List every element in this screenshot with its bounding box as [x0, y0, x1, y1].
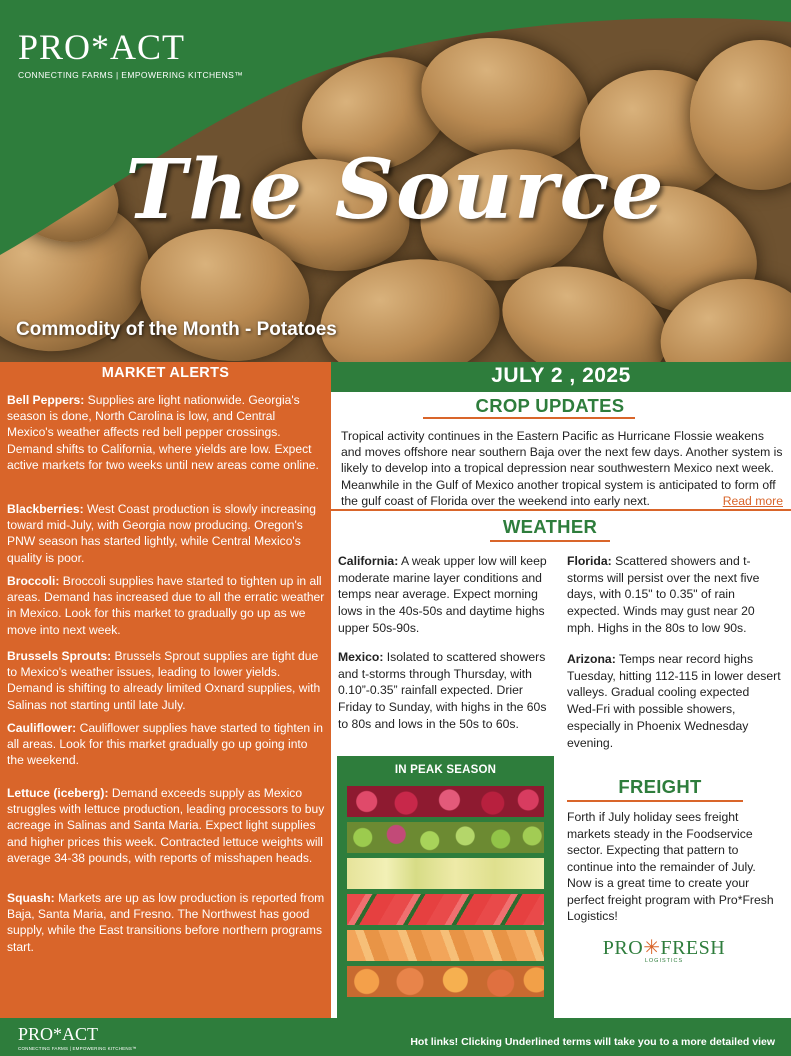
- weather-heading: WEATHER: [502, 516, 598, 537]
- alert-item: [7, 648, 325, 713]
- profresh-logo: [599, 935, 729, 964]
- newsletter-title: The Source: [125, 142, 666, 238]
- profresh-wordmark: [599, 935, 729, 960]
- cantaloupe-image: [347, 930, 544, 961]
- region-text: Temps near record highs Tuesday, hitting 112-115 in lower desert valleys. Gradual cooling expected Wed-Fri with possible showers, especially in Phoenix Wednesday evening.: [567, 652, 781, 750]
- alert-item: [7, 392, 325, 473]
- peak-season-heading: IN PEAK SEASON: [394, 764, 497, 776]
- hot-links-note: Hot links! Clicking Underlined terms will take you to a more detailed view: [410, 1036, 775, 1048]
- alert-item: [7, 573, 325, 638]
- brand-tagline: CONNECTING FARMS | EMPOWERING KITCHENS™: [18, 70, 244, 80]
- peak-season-panel: [337, 756, 554, 1018]
- honeydew-image: [347, 858, 544, 889]
- crop-updates-heading: CROP UPDATES: [475, 395, 625, 416]
- logo-sub: LOGISTICS: [644, 958, 684, 964]
- apricots-image: [347, 966, 544, 997]
- alert-text: Demand exceeds supply as Mexico struggles with lettuce production, leading processors to buy acreage in Salinas and Santa Maria. Expect light supplies and higher prices this week. Contracted lettuce weights will average 34-38 pounds, with reports of misshapen heads.: [7, 786, 325, 865]
- alert-item: [7, 501, 325, 566]
- alert-name: Brussels Sprouts:: [7, 649, 112, 663]
- commodity-of-month: Commodity of the Month - Potatoes: [16, 319, 337, 340]
- read-more-link[interactable]: Read more: [722, 493, 783, 508]
- region-text: A weak upper low will keep moderate marine layer conditions and temps near average. Expect morning lows in the 40s-50s and daytime highs upper 50s-90s.: [338, 554, 547, 635]
- footer-brand: PRO*ACT: [18, 1024, 99, 1044]
- alert-item: [7, 785, 325, 866]
- hero-banner: [0, 0, 791, 362]
- market-alerts-panel: [0, 362, 331, 1018]
- alert-text: Cauliflower supplies have started to tighten in all areas. Look for this market gradually go up going into the weekend.: [7, 721, 323, 768]
- weather-arizona: [567, 651, 781, 751]
- alert-text: Markets are up as low production is reported from Baja, Santa Maria, and Fresno. The Northwest has good supply, while the East transitions before northern programs start.: [7, 891, 325, 954]
- alert-name: Blackberries:: [7, 502, 84, 516]
- alert-name: Broccoli:: [7, 574, 60, 588]
- alert-item: [7, 890, 325, 955]
- alert-text: West Coast production is slowly increasing toward mid-July, with Georgia now producing. Oregon's PNW season has started lightly, while Central Mexico's quality is poor.: [7, 502, 316, 565]
- region-name: Florida:: [567, 554, 612, 568]
- freight-heading: FREIGHT: [618, 776, 702, 797]
- logo-fresh: FRESH: [660, 937, 726, 959]
- star-icon: ✳: [643, 937, 661, 959]
- issue-date: JULY 2 , 2025: [331, 362, 791, 392]
- alert-name: Cauliflower:: [7, 721, 77, 735]
- alert-text: Brussels Sprout supplies are tight due to Mexico's weather issues, leading to lower yields. Demand is shifting to already limited Oxnard supplies, with Salinas not starting until late July.: [7, 649, 321, 712]
- freight-text: Forth if July holiday sees freight markets steady in the Foodservice sector. Expecting that pattern to continue into the remainder of July. Now is a great time to create your perfect freight program with Pro*Fresh Logistics!: [567, 810, 774, 923]
- heading-underline: [567, 800, 743, 802]
- footer-bar: [0, 1018, 791, 1056]
- section-divider: [331, 509, 791, 511]
- footer-tagline: CONNECTING FARMS | EMPOWERING KITCHENS™: [18, 1046, 137, 1051]
- weather-mexico: [338, 649, 554, 733]
- raspberries-image: [347, 786, 544, 817]
- region-text: Scattered showers and t-storms will persist over the next five days, with 0.15" to 0.35" of rain expected. Winds may gust near 20 mph. Highs in the 80s to low 90s.: [567, 554, 760, 635]
- weather-florida: [567, 553, 781, 637]
- logo-pro: PRO: [602, 937, 644, 959]
- alert-text: Broccoli supplies have started to tighten up in all areas. Demand has increased due to all the erratic weather in Mexico. Look for this market to gradually go up as we move into next week.: [7, 574, 325, 637]
- alert-name: Bell Peppers:: [7, 393, 85, 407]
- proact-logo: [18, 28, 243, 80]
- alert-name: Lettuce (iceberg):: [7, 786, 109, 800]
- heading-underline: [423, 417, 635, 419]
- alert-name: Squash:: [7, 891, 55, 905]
- crop-updates-text: [341, 428, 783, 509]
- market-alerts-heading: MARKET ALERTS: [101, 365, 230, 381]
- heading-underline: [490, 540, 610, 542]
- alert-item: [7, 720, 325, 769]
- weather-california: [338, 553, 550, 637]
- region-name: California:: [338, 554, 399, 568]
- region-text: Isolated to scattered showers and t-storms through Thursday, with 0.10”-0.35” rainfall expected. Drier Friday to Sunday, with highs in the 60s to 80s and lows in the 50s to 60s.: [338, 650, 547, 731]
- alert-text: Supplies are light nationwide. Georgia's season is done, North Carolina is low, and Central Mexico's weather affects red bell pepper crossings. Demand shifts to California, where yields are low. Expect active markets for two weeks until new areas come online.: [7, 393, 319, 472]
- grapes-image: [347, 822, 544, 853]
- crop-updates-body: Tropical activity continues in the Eastern Pacific as Hurricane Flossie weakens and moves offshore near southern Baja over the next few days. Another system is likely to develop into a tropical depression near southwestern Mexico next week. Meanwhile in the Gulf of Mexico another tropical system is anticipated to form off the gulf coast of Florida over the weekend into early next.: [341, 429, 783, 508]
- watermelon-image: [347, 894, 544, 925]
- brand-name: PRO*ACT: [18, 27, 186, 67]
- region-name: Arizona:: [567, 652, 616, 666]
- region-name: Mexico:: [338, 650, 384, 664]
